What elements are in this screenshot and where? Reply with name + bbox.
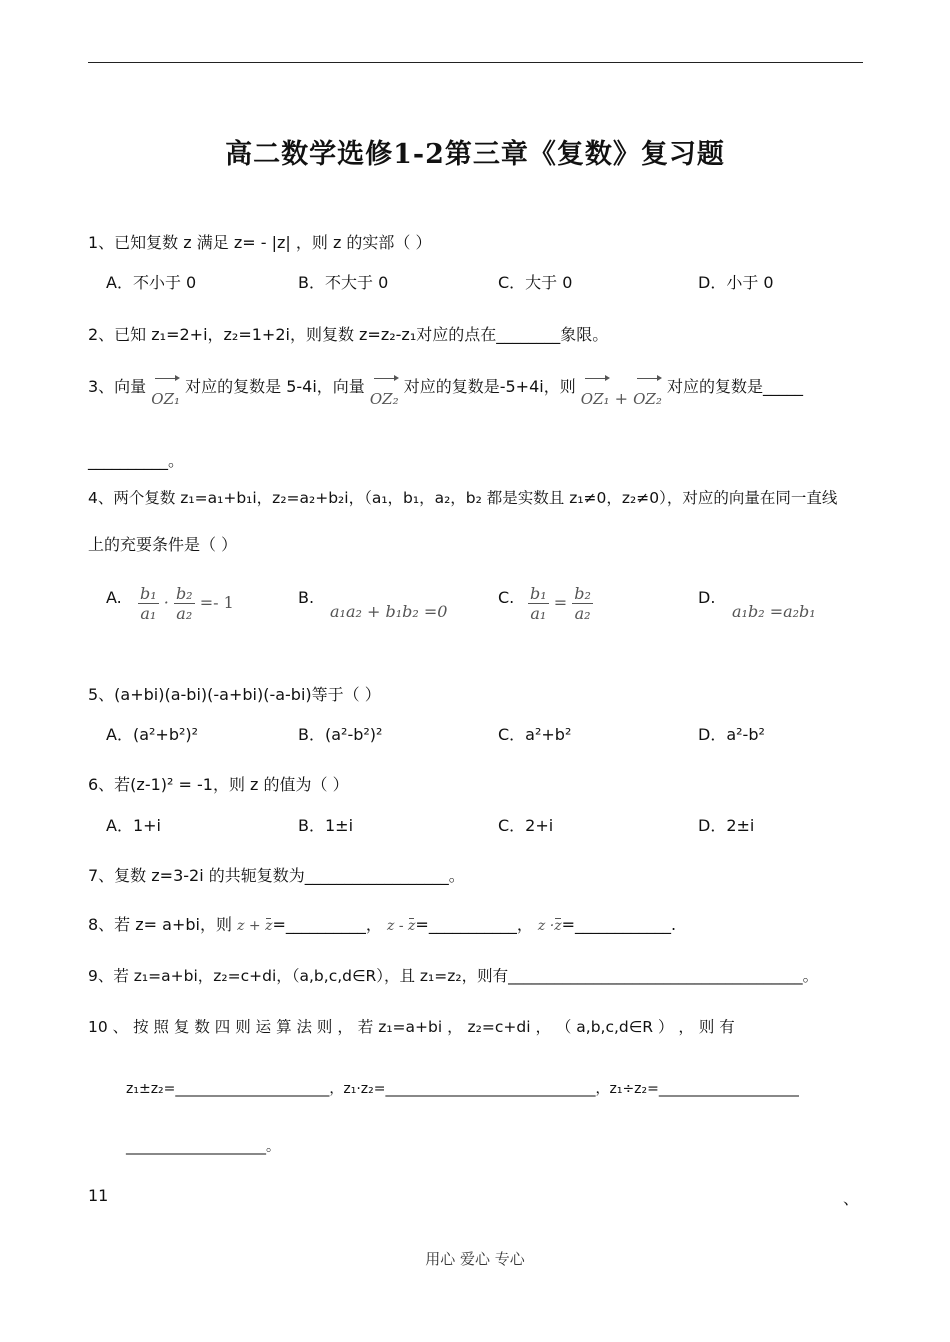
q4-option-c-formula: $\frac{\text{b₁}}{\text{a₁}}$ = $\frac{\text{b₂}}{\text{a₂}}$ (530, 584, 591, 623)
q3-vector-sum-oz1: OZ₁ (580, 390, 610, 408)
q6-option-d: D．2±i (698, 816, 755, 835)
q1-option-c: C．大于 0 (498, 273, 573, 292)
q4-option-b-label: B. (298, 588, 315, 607)
question-10-line-3: ____________________。 (126, 1139, 280, 1155)
q3-text-3: 对应的复数是-5+4i，则 (403, 377, 576, 396)
q4-option-d-formula: a₁b₂ =a₂b₁ (732, 602, 816, 621)
q1-option-b: B．不大于 0 (298, 273, 389, 292)
question-3 (88, 374, 803, 408)
q8-expr-diff: z - z (387, 918, 416, 934)
header-rule (88, 62, 863, 63)
page-title: 高二数学选修1-2第三章《复数》复习题 (225, 139, 725, 170)
question-11-mark: 、 (843, 1189, 860, 1208)
q3-vector-sum-oz2: OZ₂ (633, 390, 662, 408)
question-10-line-2: z₁±z₂=______________________，z₁·z₂=______________________________，z₁÷z₂=____________________ (126, 1081, 799, 1097)
page-footer: 用心 爱心 专心 (425, 1250, 525, 1268)
question-8: 8、若 z= a+bi，则 z + z=__________， z - z=___________， z ·z=____________. (88, 915, 677, 934)
q5-option-c: C．a²+b² (498, 725, 572, 744)
question-1: 1、已知复数 z 满足 z= - |z| ，则 z 的实部（ ） (88, 233, 432, 252)
q3-text-4: 对应的复数是_____ (666, 377, 803, 396)
question-7: 7、复数 z=3-2i 的共轭复数为__________________。 (88, 866, 465, 885)
question-4: 4、两个复数 z₁=a₁+b₁i，z₂=a₂+b₂i，（a₁，b₁，a₂，b₂ 都是实数且 z₁≠0，z₂≠0），对应的向量在同一直线 (88, 489, 838, 507)
question-5: 5、(a+bi)(a-bi)(-a+bi)(-a-bi)等于（ ） (88, 685, 381, 704)
question-9: 9、若 z₁=a+bi，z₂=c+di，（a,b,c,d∈R），且 z₁=z₂，则有______________________________________。 (88, 967, 819, 985)
q3-text-2: 对应的复数是 5-4i，向量 (185, 377, 365, 396)
q4-a-fraction-1: $\frac{\text{b₁}}{\text{a₁}}$ (140, 584, 157, 623)
q4-c-fraction-2: $\frac{\text{b₂}}{\text{a₂}}$ (574, 584, 591, 623)
question-10: 10 、 按 照 复 数 四 则 运 算 法 则 ， 若 z₁=a+bi ， z₂=c+di ， （ a,b,c,d∈R ） ， 则 有 (88, 1018, 735, 1036)
q8-expr-sum: z + z (237, 918, 273, 934)
q8-expr-product: z ·z (537, 918, 562, 934)
q5-option-a: A．(a²+b²)² (106, 725, 199, 744)
q3-vector-oz2: OZ₂ (369, 390, 399, 408)
question-11-number: 11 (88, 1186, 109, 1205)
q4-option-a-label: A. (106, 588, 122, 607)
q3-vector-oz1: OZ₁ (151, 390, 181, 408)
q3-text-1: 3、向量 (88, 377, 147, 396)
q5-option-b: B．(a²-b²)² (298, 725, 383, 744)
q4-option-a-formula: $\frac{\text{b₁}}{\text{a₁}}$ · $\frac{\text{b₂}}{\text{a₂}}$ =- 1 (140, 584, 234, 623)
q6-option-a: A．1+i (106, 816, 161, 835)
q6-option-c: C．2+i (498, 816, 554, 835)
q4-c-fraction-1: $\frac{\text{b₁}}{\text{a₁}}$ (530, 584, 547, 623)
question-4-line-2: 上的充要条件是（ ） (88, 535, 238, 554)
q4-option-b-formula: a₁a₂ + b₁b₂ =0 (330, 602, 448, 621)
q5-option-d: D．a²-b² (698, 725, 765, 744)
q6-option-b: B．1±i (298, 816, 354, 835)
q4-a-fraction-2: $\frac{\text{b₂}}{\text{a₂}}$ (175, 584, 193, 623)
q4-option-d-label: D. (698, 588, 716, 607)
q1-option-a: A．不小于 0 (106, 273, 197, 292)
question-6: 6、若(z-1)² = -1，则 z 的值为（ ） (88, 775, 349, 794)
question-2: 2、已知 z₁=2+i，z₂=1+2i，则复数 z=z₂-z₁对应的点在________象限。 (88, 325, 609, 344)
q3-plus-sign: + (614, 389, 629, 408)
q4-option-c-label: C. (498, 588, 515, 607)
q1-option-d: D．小于 0 (698, 273, 774, 292)
question-3-line-2: __________。 (88, 451, 185, 470)
